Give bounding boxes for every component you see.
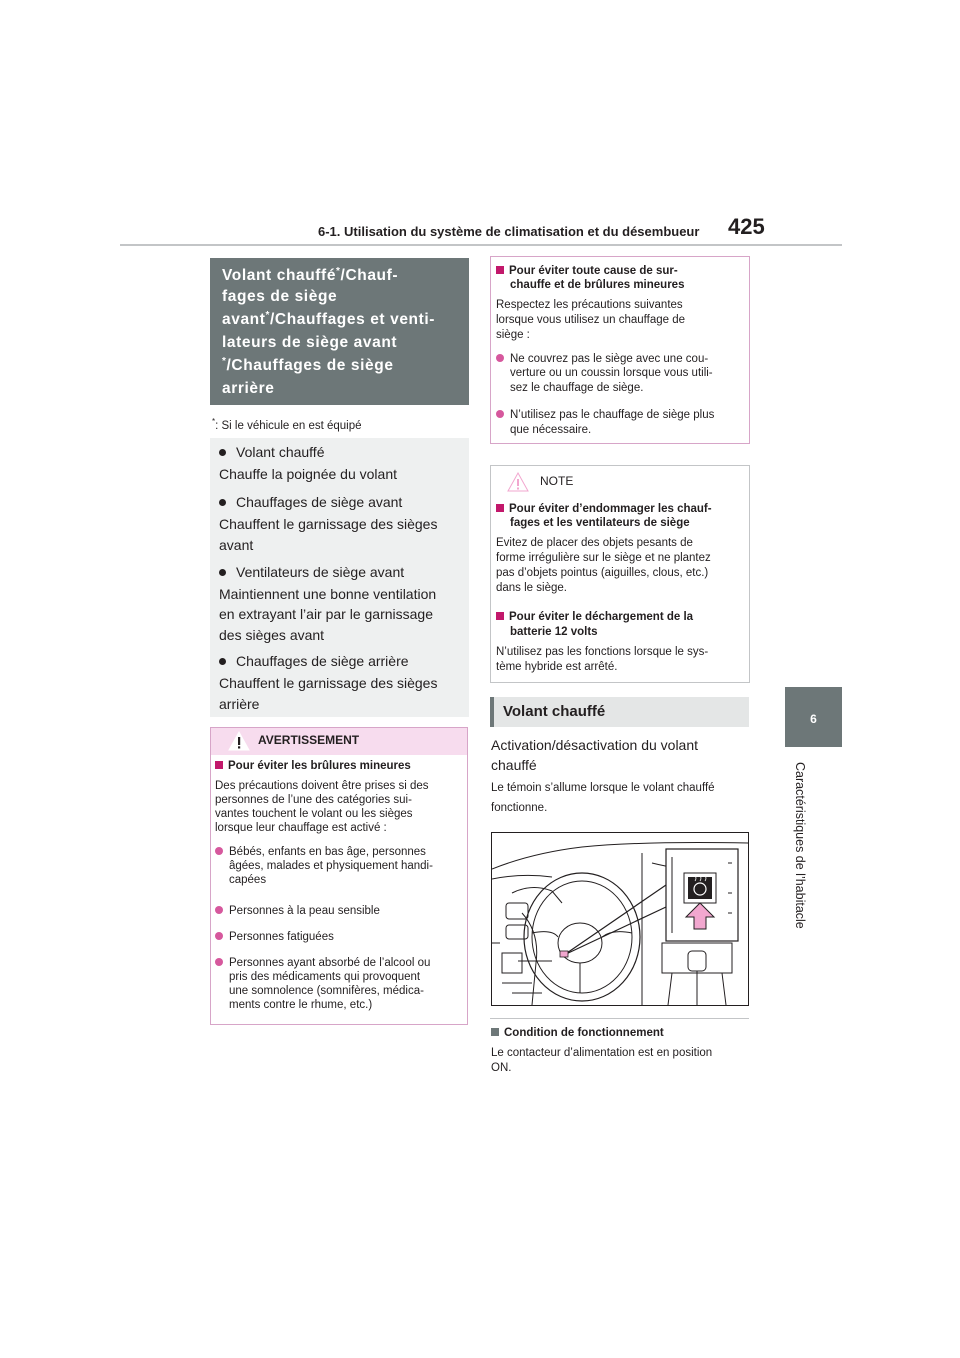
warning-intro: vantes touchent le volant ou les sièges [215, 808, 413, 820]
warning-item: Personnes ayant absorbé de l’alcool ou [215, 956, 430, 970]
overheat-item: N’utilisez pas le chauffage de siège plus [496, 408, 714, 422]
warning-intro: personnes de l’une des catégories sui- [215, 794, 412, 806]
warning-item-cont: une somnolence (somnifères, médica- [229, 985, 424, 997]
square-bullet-icon [496, 504, 504, 512]
separator [490, 1018, 749, 1019]
square-bullet-icon [496, 612, 504, 620]
note-text: tème hybride est arrêté. [496, 661, 618, 673]
note-heading-1: Pour éviter d’endommager les chauf- [496, 502, 712, 516]
indicator-text: Le témoin s’allume lorsque le volant chauffé [491, 782, 715, 794]
title-line-6: arrière [222, 380, 275, 397]
square-bullet-icon [491, 1028, 499, 1036]
title-line-4: lateurs de siège avant [222, 334, 398, 351]
square-bullet-icon [215, 761, 223, 769]
pink-bullet-icon [215, 847, 223, 855]
feature-desc: des sièges avant [219, 627, 325, 643]
chapter-title: Caractéristiques de l’habitacle [793, 762, 807, 929]
bullet-icon [219, 569, 226, 576]
warning-intro: lorsque leur chauffage est activé : [215, 822, 387, 834]
activation-heading-cont: chauffé [491, 757, 537, 773]
feature-desc: Chauffe la poignée du volant [219, 466, 397, 482]
feature-rear-heaters: Chauffages de siège arrière [219, 653, 409, 669]
note-text: Evitez de placer des objets pesants de [496, 537, 693, 549]
activation-heading: Activation/désactivation du volant [491, 737, 699, 753]
pink-bullet-icon [215, 958, 223, 966]
warning-intro: Des précautions doivent être prises si des [215, 780, 429, 792]
overheat-heading: Pour éviter toute cause de sur- [496, 264, 678, 278]
title-line-1: Volant chauffé*/Chauf- [222, 266, 399, 285]
note-text: N’utilisez pas les fonctions lorsque le sys- [496, 646, 709, 658]
feature-desc: Maintiennent une bonne ventilation [219, 586, 437, 602]
overheat-item-cont: que nécessaire. [510, 424, 592, 436]
condition-text: Le contacteur d’alimentation est en position [491, 1047, 713, 1059]
footnote: *: Si le véhicule en est équipé [212, 417, 362, 432]
overheat-intro: siège : [496, 329, 530, 341]
overheat-intro: lorsque vous utilisez un chauffage de [496, 314, 686, 326]
indicator-text-cont: fonctionne. [491, 802, 548, 814]
overheat-item: Ne couvrez pas le siège avec une cou- [496, 352, 708, 366]
title-line-2: fages de siège [222, 288, 338, 305]
chapter-title-vertical [793, 762, 807, 942]
note-heading-cont: fages et les ventilateurs de siège [510, 517, 690, 529]
overheat-item-cont: verture ou un coussin lorsque vous utili- [510, 367, 713, 379]
note-text: dans le siège. [496, 582, 567, 594]
feature-desc: arrière [219, 696, 260, 712]
warning-item-cont: capées [229, 874, 267, 886]
bullet-icon [219, 499, 226, 506]
warning-item: Bébés, enfants en bas âge, personnes [215, 845, 426, 859]
pink-bullet-icon [215, 932, 223, 940]
title-accent-bar [490, 697, 494, 727]
pink-bullet-icon [215, 906, 223, 914]
warning-item: Personnes fatiguées [215, 930, 334, 944]
warning-label: AVERTISSEMENT [258, 733, 360, 747]
feature-front-ventilators: Ventilateurs de siège avant [219, 564, 404, 580]
pink-bullet-icon [496, 410, 504, 418]
condition-text-cont: ON. [491, 1062, 512, 1074]
pink-bullet-icon [496, 354, 504, 362]
dashboard-illustration [491, 832, 749, 1006]
square-bullet-icon [496, 266, 504, 274]
warning-item-cont: ments contre le rhume, etc.) [229, 999, 373, 1011]
feature-desc: avant [219, 537, 254, 553]
feature-desc: Chauffent le garnissage des sièges [219, 516, 438, 532]
note-label: NOTE [540, 474, 574, 488]
note-heading-2: Pour éviter le déchargement de la [496, 610, 693, 624]
title-line-3: avant*/Chauffages et venti- [222, 310, 436, 329]
bullet-icon [219, 449, 226, 456]
warning-heading: Pour éviter les brûlures mineures [215, 759, 411, 773]
note-text: forme irrégulière sur le siège et ne plantez [496, 552, 711, 564]
bullet-icon [219, 658, 226, 665]
warning-item-cont: pris des médicaments qui provoquent [229, 971, 421, 983]
feature-desc: Chauffent le garnissage des sièges [219, 675, 438, 691]
header-rule [120, 244, 842, 246]
note-text: pas d’objets pointus (aiguilles, clous, etc.) [496, 567, 709, 579]
steering-wheel-illustration [492, 833, 748, 1005]
page-number: 425 [728, 214, 765, 239]
feature-front-heaters: Chauffages de siège avant [219, 494, 402, 510]
overheat-intro: Respectez les précautions suivantes [496, 299, 683, 311]
feature-desc: en extrayant l’air par le garnissage [219, 606, 434, 622]
heated-wheel-section-title: Volant chauffé [503, 703, 606, 720]
note-triangle-icon [506, 471, 530, 493]
condition-heading: Condition de fonctionnement [491, 1026, 664, 1040]
overheat-heading-cont: chauffe et de brûlures mineures [510, 279, 685, 291]
note-heading-cont: batterie 12 volts [510, 626, 598, 638]
chapter-number: 6 [810, 712, 817, 726]
overheat-item-cont: sez le chauffage de siège. [510, 382, 644, 394]
warning-item: Personnes à la peau sensible [215, 904, 380, 918]
warning-item-cont: âgées, malades et physiquement handi- [229, 860, 433, 872]
title-line-5: */Chauffages de siège [222, 356, 394, 375]
warning-triangle-icon [228, 731, 250, 751]
feature-heated-wheel: Volant chauffé [219, 444, 324, 460]
running-header-title: 6-1. Utilisation du système de climatisation et du désembueur [318, 224, 700, 239]
